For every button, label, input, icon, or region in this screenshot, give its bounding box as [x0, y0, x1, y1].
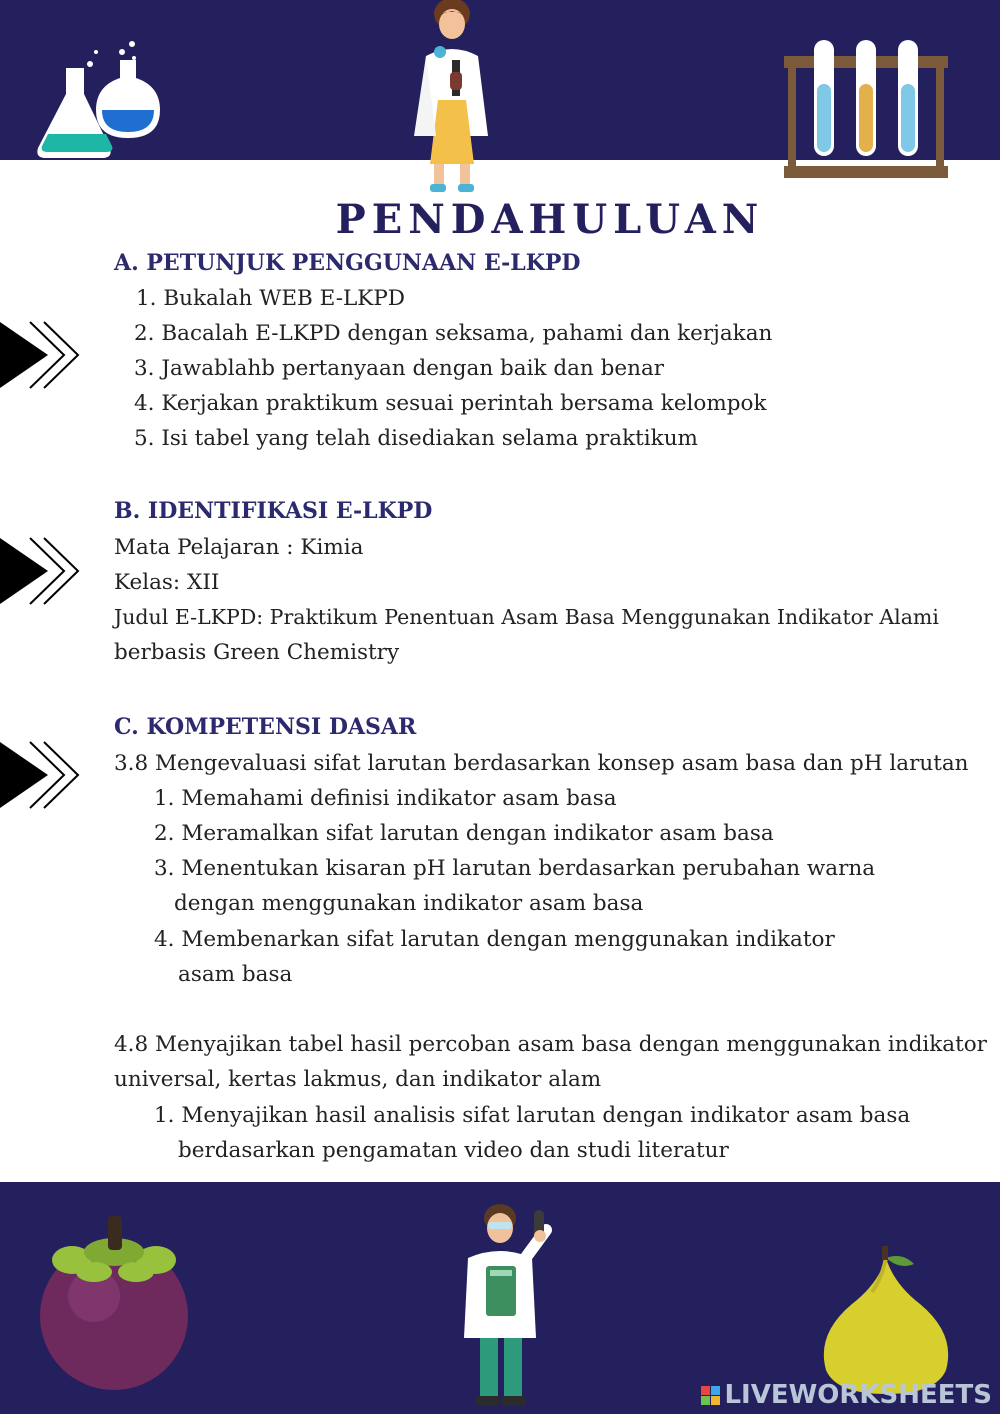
kd-4-8-text: 4.8 Menyajikan tabel hasil percoban asam basa dengan menggunakan indikator [114, 1032, 987, 1057]
list-item: 2. Meramalkan sifat larutan dengan indikator asam basa [154, 821, 774, 846]
flasks-icon [36, 38, 166, 162]
liveworksheets-logo [701, 1386, 720, 1405]
list-item: 3. Jawablahb pertanyaan dengan baik dan benar [134, 356, 665, 381]
list-item: 1. Menyajikan hasil analisis sifat larutan dengan indikator asam basa [154, 1103, 911, 1128]
list-item: asam basa [178, 962, 293, 987]
identity-line: Mata Pelajaran : Kimia [114, 535, 364, 560]
list-item: 2. Bacalah E-LKPD dengan seksama, pahami dan kerjakan [134, 321, 773, 346]
list-item: dengan menggunakan indikator asam basa [174, 891, 644, 916]
section-c-heading: C. KOMPETENSI DASAR [114, 714, 417, 740]
pomelo-icon [816, 1244, 958, 1394]
section-a-heading: A. PETUNJUK PENGGUNAAN E-LKPD [114, 250, 581, 276]
identity-line: Judul E-LKPD: Praktikum Penentuan Asam Basa Menggunakan Indikator Alami [114, 605, 939, 629]
watermark-text: LIVEWORKSHEETS [724, 1380, 992, 1410]
list-item: 1. Memahami definisi indikator asam basa [154, 786, 617, 811]
arrow-chevrons-icon [0, 740, 80, 810]
list-item: 1. Bukalah WEB E-LKPD [136, 286, 406, 311]
section-b-heading: B. IDENTIFIKASI E-LKPD [114, 498, 433, 524]
mangosteen-icon [36, 1212, 196, 1390]
list-item: 5. Isi tabel yang telah disediakan selama praktikum [134, 426, 698, 451]
logo-tile [711, 1396, 720, 1405]
arrow-chevrons-icon [0, 320, 80, 390]
kd-3-8-text: 3.8 Mengevaluasi sifat larutan berdasarkan konsep asam basa dan pH larutan [114, 751, 969, 776]
list-item: berdasarkan pengamatan video dan studi literatur [178, 1138, 729, 1163]
list-item: 4. Kerjakan praktikum sesuai perintah bersama kelompok [134, 391, 767, 416]
identity-line: Kelas: XII [114, 570, 220, 595]
watermark [701, 1380, 992, 1410]
identity-line: berbasis Green Chemistry [114, 640, 400, 665]
male-scientist-icon [454, 1200, 558, 1410]
logo-tile [701, 1396, 710, 1405]
kd-4-8-text: universal, kertas lakmus, dan indikator alam [114, 1067, 602, 1092]
list-item: 3. Menentukan kisaran pH larutan berdasarkan perubahan warna [154, 856, 876, 881]
logo-tile [711, 1386, 720, 1395]
list-item: 4. Membenarkan sifat larutan dengan menggunakan indikator [154, 927, 835, 952]
logo-tile [701, 1386, 710, 1395]
page-title: PENDAHULUAN [335, 196, 765, 243]
test-tubes-icon [784, 36, 950, 182]
arrow-chevrons-icon [0, 536, 80, 606]
female-scientist-icon [412, 0, 492, 196]
